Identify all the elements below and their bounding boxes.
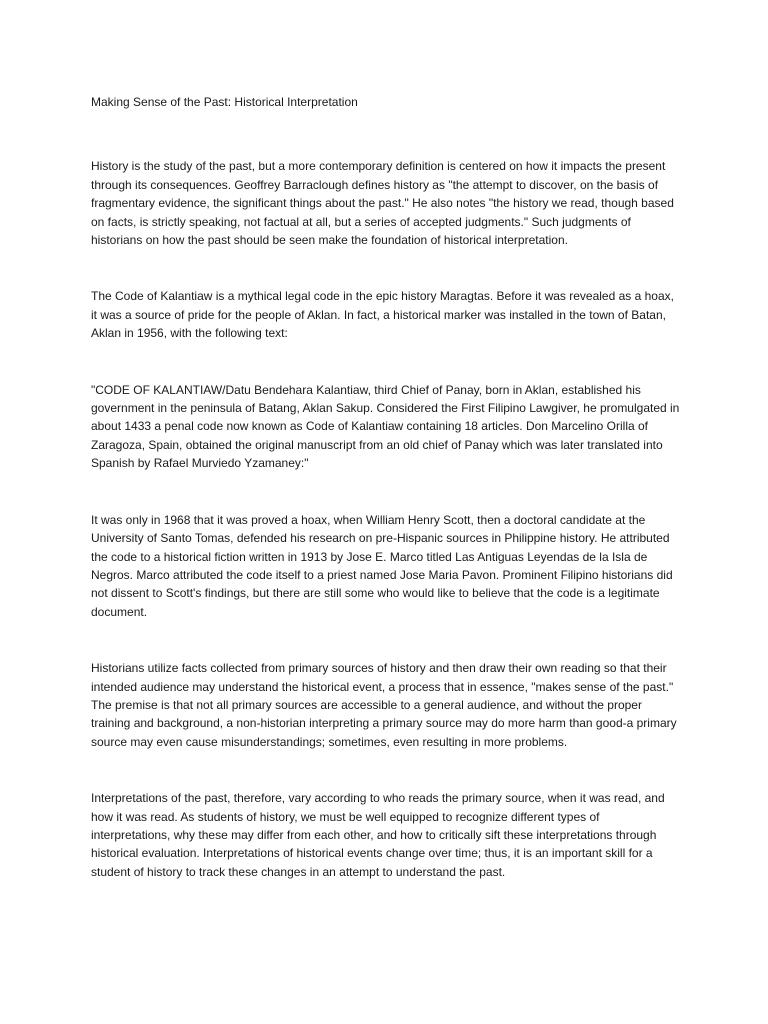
document-body <box>91 93 681 881</box>
spacer <box>91 473 681 511</box>
spacer <box>91 343 681 381</box>
paragraph-marker-quote: "CODE OF KALANTIAW/Datu Bendehara Kalantiaw, third Chief of Panay, born in Aklan, established his government in the peninsula of Batang, Aklan Sakup. Considered the First Filipino Lawgiver, he promulgated in about 1433 a penal code now known as Code of Kalantiaw containing 18 articles. Don Marcelino Orilla of Zaragoza, Spain, obtained the original manuscript from an old chief of Panay which was later translated into Spanish by Rafael Murviedo Yzamaney:" <box>91 382 680 471</box>
paragraph-history-definition: History is the study of the past, but a more contemporary definition is centered on how it impacts the present through its consequences. Geoffrey Barraclough defines history as "the attempt to discover, on the basis of fragmentary evidence, the significant things about the past." He also notes "the history we read, though based on facts, is strictly speaking, not factual at all, but a series of accepted judgments." Such judgments of historians on how the past should be seen make the foundation of historical interpretation. <box>91 159 674 248</box>
spacer <box>91 249 681 287</box>
spacer <box>91 751 681 789</box>
paragraph-hoax-proof: It was only in 1968 that it was proved a hoax, when William Henry Scott, then a doctoral candidate at the University of Santo Tomas, defended his research on pre-Hispanic sources in Philippine history. He attributed the code to a historical fiction written in 1913 by Jose E. Marco titled Las Antiguas Leyendas de la Isla de Negros. Marco attributed the code itself to a priest named Jose Maria Pavon. Prominent Filipino historians did not dissent to Scott's findings, but there are still some who would like to believe that the code is a legitimate document. <box>91 512 673 619</box>
paragraph-primary-sources: Historians utilize facts collected from primary sources of history and then draw their own reading so that their intended audience may understand the historical event, a process that in essence, "makes sense of the past." The premise is that not all primary sources are accessible to a general audience, and without the proper training and background, a non-historian interpreting a primary source may do more harm than good-a primary source may even cause misunderstandings; sometimes, even resulting in more problems. <box>91 661 677 749</box>
paragraph-interpretations: Interpretations of the past, therefore, vary according to who reads the primary source, when it was read, and how it was read. As students of history, we must be well equipped to recognize different types of interpretations, why these may differ from each other, and how to critically sift these interpretations through historical evaluation. Interpretations of historical events change over time; thus, it is an important skill for a student of history to track these changes in an attempt to understand the past. <box>91 791 665 879</box>
document-title: Making Sense of the Past: Historical Interpretation <box>91 95 358 109</box>
spacer <box>91 111 681 157</box>
spacer <box>91 621 681 659</box>
paragraph-code-of-kalantiaw: The Code of Kalantiaw is a mythical legal code in the epic history Maragtas. Before it was revealed as a hoax, it was a source of pride for the people of Aklan. In fact, a historical marker was installed in the town of Batan, Aklan in 1956, with the following text: <box>91 289 674 341</box>
